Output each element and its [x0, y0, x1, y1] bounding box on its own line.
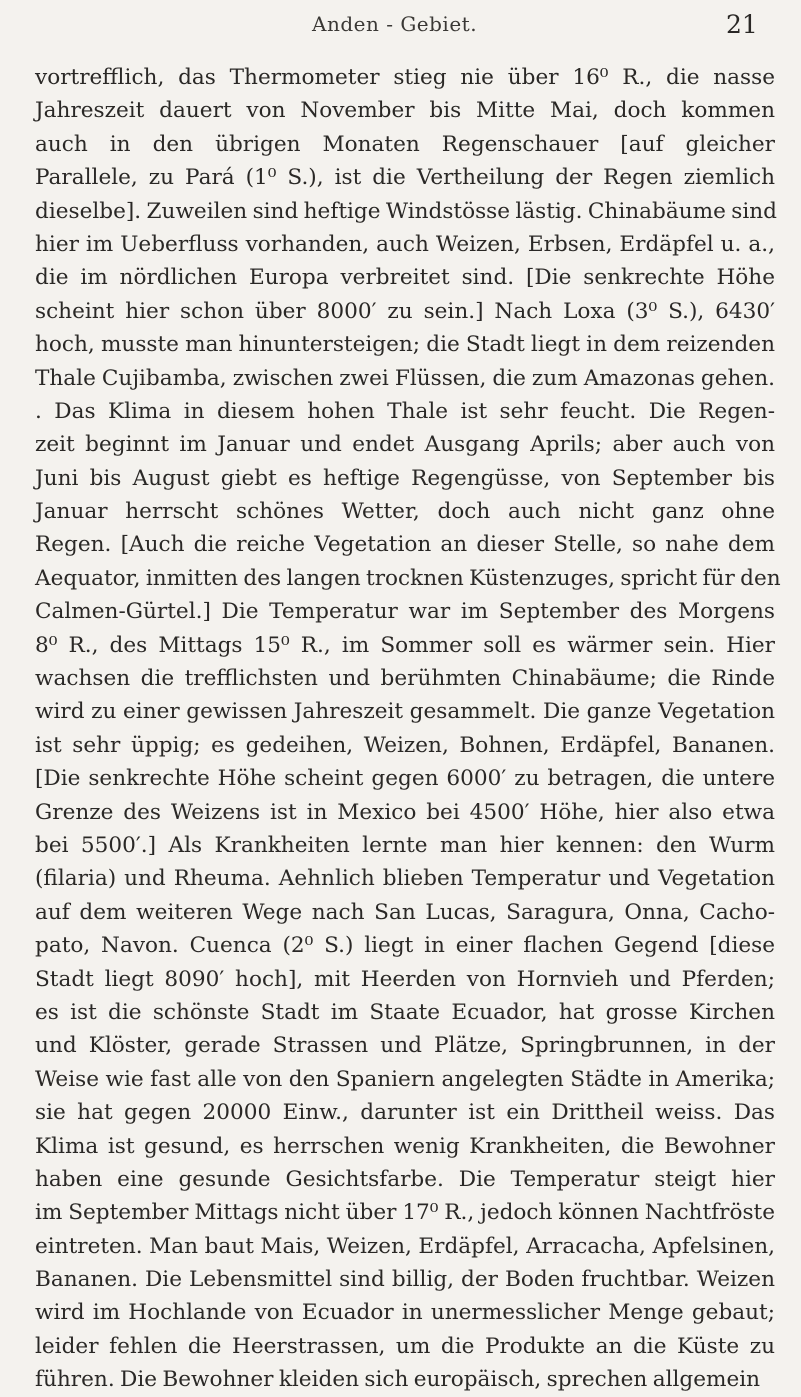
- text-line: und Klöster, gerade Strassen und Plätze, Springbrunnen, in der: [35, 1033, 775, 1059]
- text-line: führen. Die Bewohner kleiden sich europäisch, sprechen allgemein: [35, 1367, 761, 1393]
- text-line: hoch, musste man hinuntersteigen; die Stadt liegt in dem reizenden: [35, 332, 775, 358]
- text-line: Grenze des Weizens ist in Mexico bei 4500′ Höhe, hier also etwa: [35, 799, 775, 825]
- text-line: Januar herrscht schönes Wetter, doch auch nicht ganz ohne: [35, 499, 775, 525]
- text-line: wachsen die trefflichsten und berühmten Chinabäume; die Rinde: [35, 666, 775, 692]
- text-line: Calmen-Gürtel.] Die Temperatur war im September des Morgens: [35, 599, 775, 625]
- text-line: auch in den übrigen Monaten Regenschauer [auf gleicher: [35, 131, 775, 157]
- page-number: 21: [726, 10, 758, 39]
- text-line: dieselbe]. Zuweilen sind heftige Windstösse lästig. Chinabäume sind: [35, 198, 777, 224]
- text-line: hier im Ueberfluss vorhanden, auch Weizen, Erbsen, Erdäpfel u. a.,: [35, 231, 775, 257]
- running-title: Anden - Gebiet.: [312, 12, 478, 36]
- text-line: haben eine gesunde Gesichtsfarbe. Die Temperatur steigt hier: [35, 1166, 775, 1192]
- text-line: wird zu einer gewissen Jahreszeit gesammelt. Die ganze Vegetation: [35, 699, 775, 725]
- text-line: . Das Klima in diesem hohen Thale ist sehr feucht. Die Regen-: [35, 398, 775, 424]
- text-line: auf dem weiteren Wege nach San Lucas, Saragura, Onna, Cacho-: [35, 899, 775, 925]
- text-line: Regen. [Auch die reiche Vegetation an dieser Stelle, so nahe dem: [35, 532, 775, 558]
- text-line: scheint hier schon über 8000′ zu sein.] Nach Loxa (3⁰ S.), 6430′: [35, 298, 775, 324]
- text-line: Klima ist gesund, es herrschen wenig Krankheiten, die Bewohner: [35, 1133, 775, 1159]
- text-line: sie hat gegen 20000 Einw., darunter ist ein Drittheil weiss. Das: [35, 1100, 775, 1126]
- text-line: bei 5500′.] Als Krankheiten lernte man hier kennen: den Wurm: [35, 832, 775, 858]
- text-line: (filaria) und Rheuma. Aehnlich blieben Temperatur und Vegetation: [35, 866, 775, 892]
- text-line: Aequator, inmitten des langen trocknen Küstenzuges, spricht für den: [35, 565, 781, 591]
- text-line: Thale Cujibamba, zwischen zwei Flüssen, die zum Amazonas gehen.: [35, 365, 775, 391]
- text-line: im September Mittags nicht über 17⁰ R., jedoch können Nachtfröste: [35, 1200, 775, 1226]
- text-line: pato, Navon. Cuenca (2⁰ S.) liegt in einer flachen Gegend [diese: [35, 933, 775, 959]
- text-line: vortrefflich, das Thermometer stieg nie über 16⁰ R., die nasse: [35, 65, 775, 90]
- text-line: Weise wie fast alle von den Spaniern angelegten Städte in Amerika;: [35, 1066, 775, 1092]
- text-line: eintreten. Man baut Mais, Weizen, Erdäpfel, Arracacha, Apfelsinen,: [35, 1233, 775, 1259]
- text-line: [Die senkrechte Höhe scheint gegen 6000′ zu betragen, die untere: [35, 766, 775, 792]
- text-line: Parallele, zu Pará (1⁰ S.), ist die Vertheilung der Regen ziemlich: [35, 165, 775, 191]
- text-line: es ist die schönste Stadt im Staate Ecuador, hat grosse Kirchen: [35, 999, 775, 1025]
- text-line: Juni bis August giebt es heftige Regengüsse, von September bis: [35, 465, 775, 491]
- text-line: die im nördlichen Europa verbreitet sind. [Die senkrechte Höhe: [35, 265, 775, 291]
- text-line: Bananen. Die Lebensmittel sind billig, der Boden fruchtbar. Weizen: [35, 1267, 775, 1293]
- text-line: wird im Hochlande von Ecuador in unermesslicher Menge gebaut;: [35, 1300, 775, 1326]
- text-line: zeit beginnt im Januar und endet Ausgang Aprils; aber auch von: [35, 432, 775, 458]
- text-line: Stadt liegt 8090′ hoch], mit Heerden von Hornvieh und Pferden;: [35, 966, 775, 992]
- text-line: 8⁰ R., des Mittags 15⁰ R., im Sommer soll es wärmer sein. Hier: [35, 632, 775, 658]
- running-head: [0, 4, 801, 44]
- text-line: ist sehr üppig; es gedeihen, Weizen, Bohnen, Erdäpfel, Bananen.: [35, 732, 775, 758]
- body-text: [35, 61, 781, 1397]
- text-line: leider fehlen die Heerstrassen, um die Produkte an die Küste zu: [35, 1333, 775, 1359]
- text-line: Jahreszeit dauert von November bis Mitte Mai, doch kommen: [35, 98, 775, 124]
